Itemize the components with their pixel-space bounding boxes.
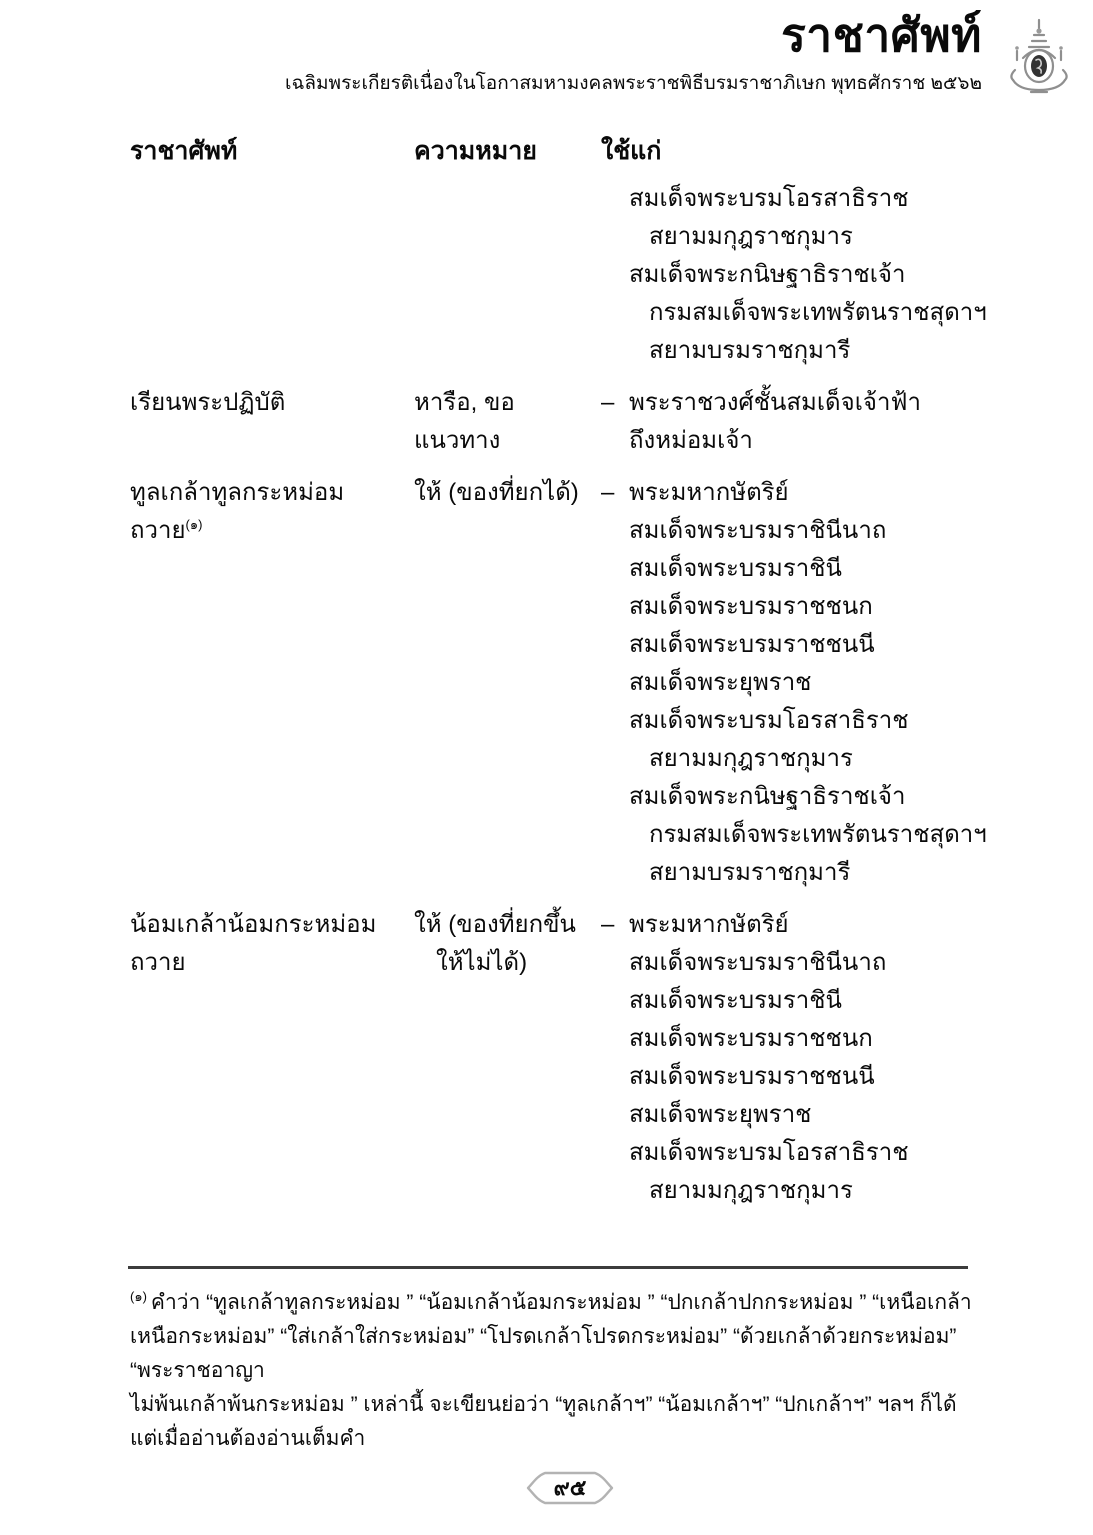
used-for-line bbox=[601, 1020, 992, 1058]
footnote bbox=[130, 1280, 982, 1456]
footnote-text: คำว่า “ทูลเกล้าทูลกระหม่อม ” “น้อมเกล้าน้อมกระหม่อม ” “ปกเกล้าปกกระหม่อม ” “เหนือเกล้า bbox=[150, 1291, 972, 1314]
page-number-badge bbox=[518, 1466, 622, 1510]
royal-coronation-emblem-icon bbox=[1003, 18, 1075, 100]
used-for-line bbox=[601, 384, 992, 422]
used-for-line bbox=[601, 1096, 992, 1134]
used-for-text: พระมหากษัตริย์ bbox=[629, 479, 789, 506]
footnote-ref: (๑) bbox=[185, 517, 203, 532]
page-number: ๙๕ bbox=[553, 1474, 587, 1500]
term-text: น้อมเกล้าน้อมกระหม่อมถวาย bbox=[130, 911, 377, 976]
used-for-text: สมเด็จพระบรมราชชนนี bbox=[629, 1063, 875, 1090]
used-for-line bbox=[601, 944, 992, 982]
used-for-line bbox=[601, 1134, 992, 1172]
meaning-line: ให้ (ของที่ยกได้) bbox=[414, 479, 579, 506]
table-row bbox=[130, 384, 992, 460]
used-for-text: สยามมกุฎราชกุมาร bbox=[649, 223, 853, 250]
used-for-line bbox=[601, 816, 992, 854]
used-for-cell bbox=[601, 474, 992, 892]
used-for-line bbox=[601, 180, 992, 218]
used-for-text: สมเด็จพระบรมโอรสาธิราช bbox=[629, 185, 909, 212]
used-for-cell bbox=[601, 180, 992, 370]
used-for-line bbox=[601, 332, 992, 370]
table-row bbox=[130, 180, 992, 370]
meaning-cell bbox=[414, 384, 601, 460]
footnote-marker: (๑) bbox=[130, 1289, 147, 1304]
meaning-cell bbox=[414, 906, 601, 982]
used-for-text: สมเด็จพระบรมโอรสาธิราช bbox=[629, 1139, 909, 1166]
term-text: เรียนพระปฏิบัติ bbox=[130, 389, 286, 416]
used-for-line bbox=[601, 854, 992, 892]
used-for-line bbox=[601, 982, 992, 1020]
used-for-text: สมเด็จพระบรมราชชนก bbox=[629, 1025, 873, 1052]
used-for-line bbox=[601, 664, 992, 702]
used-for-text: พระราชวงศ์ชั้นสมเด็จเจ้าฟ้า bbox=[629, 389, 921, 416]
used-for-text: สมเด็จพระกนิษฐาธิราชเจ้า bbox=[629, 783, 906, 810]
used-for-line bbox=[601, 294, 992, 332]
meaning-line: ให้ไม่ได้) bbox=[436, 949, 528, 976]
footnote-line: เหนือกระหม่อม” “ใส่เกล้าใส่กระหม่อม” “โปรดเกล้าโปรดกระหม่อม” “ด้วยเกล้าด้วยกระหม่อม” “พระราชอาญา bbox=[130, 1325, 957, 1382]
table-row bbox=[130, 474, 992, 892]
used-for-text: สมเด็จพระยุพราช bbox=[629, 669, 812, 696]
table-row bbox=[130, 906, 992, 1210]
table-rows bbox=[130, 180, 992, 1224]
term-cell bbox=[130, 906, 414, 982]
page-title: ราชาศัพท์ bbox=[781, 9, 982, 61]
dash-mark: – bbox=[601, 389, 615, 416]
used-for-text: กรมสมเด็จพระเทพรัตนราชสุดาฯ bbox=[649, 821, 987, 848]
dash-mark: – bbox=[601, 479, 615, 506]
column-header-used-for: ใช้แก่ bbox=[601, 137, 662, 165]
used-for-line bbox=[601, 422, 992, 460]
used-for-line bbox=[601, 1172, 992, 1210]
used-for-cell bbox=[601, 384, 992, 460]
column-header-meaning: ความหมาย bbox=[414, 137, 537, 165]
footnote-line bbox=[130, 1280, 982, 1320]
meaning-cell bbox=[414, 474, 601, 512]
meaning-line: หารือ, ขอแนวทาง bbox=[414, 389, 515, 454]
used-for-text: สมเด็จพระบรมราชินีนาถ bbox=[629, 517, 887, 544]
used-for-cell bbox=[601, 906, 992, 1210]
used-for-line bbox=[601, 702, 992, 740]
used-for-line bbox=[601, 256, 992, 294]
used-for-text: สมเด็จพระบรมราชินี bbox=[629, 555, 842, 582]
used-for-line bbox=[601, 512, 992, 550]
page-subtitle: เฉลิมพระเกียรติเนื่องในโอกาสมหามงคลพระราชพิธีบรมราชาภิเษก พุทธศักราช ๒๕๖๒ bbox=[284, 73, 982, 94]
used-for-line bbox=[601, 588, 992, 626]
dash-mark: – bbox=[601, 911, 615, 938]
used-for-line bbox=[601, 906, 992, 944]
footnote-line: แต่เมื่ออ่านต้องอ่านเต็มคำ bbox=[130, 1427, 366, 1450]
used-for-line bbox=[601, 550, 992, 588]
used-for-text: สมเด็จพระบรมโอรสาธิราช bbox=[629, 707, 909, 734]
footnote-divider bbox=[128, 1266, 968, 1269]
used-for-line bbox=[601, 626, 992, 664]
term-cell bbox=[130, 384, 414, 422]
used-for-line bbox=[601, 778, 992, 816]
used-for-text: สยามบรมราชกุมารี bbox=[649, 859, 851, 886]
used-for-text: ถึงหม่อมเจ้า bbox=[629, 427, 753, 454]
used-for-text: สยามมกุฎราชกุมาร bbox=[649, 745, 853, 772]
used-for-text: พระมหากษัตริย์ bbox=[629, 911, 789, 938]
footnote-line: ไม่พ้นเกล้าพ้นกระหม่อม ” เหล่านี้ จะเขียนย่อว่า “ทูลเกล้าฯ” “น้อมเกล้าฯ” “ปกเกล้าฯ” ฯลฯ ก็ได้ bbox=[130, 1393, 957, 1416]
used-for-text: สมเด็จพระบรมราชชนก bbox=[629, 593, 873, 620]
used-for-text: สมเด็จพระบรมราชินีนาถ bbox=[629, 949, 887, 976]
used-for-text: สยามบรมราชกุมารี bbox=[649, 337, 851, 364]
meaning-line: ให้ (ของที่ยกขึ้น bbox=[414, 911, 576, 938]
used-for-text: สยามมกุฎราชกุมาร bbox=[649, 1177, 853, 1204]
used-for-text: กรมสมเด็จพระเทพรัตนราชสุดาฯ bbox=[649, 299, 987, 326]
used-for-line bbox=[601, 740, 992, 778]
used-for-text: สมเด็จพระยุพราช bbox=[629, 1101, 812, 1128]
used-for-line bbox=[601, 1058, 992, 1096]
term-text: ทูลเกล้าทูลกระหม่อมถวาย bbox=[130, 479, 345, 544]
used-for-text: สมเด็จพระบรมราชชนนี bbox=[629, 631, 875, 658]
table-column-headers bbox=[130, 131, 992, 171]
column-header-term: ราชาศัพท์ bbox=[130, 137, 238, 165]
used-for-line bbox=[601, 218, 992, 256]
used-for-text: สมเด็จพระกนิษฐาธิราชเจ้า bbox=[629, 261, 906, 288]
used-for-line bbox=[601, 474, 992, 512]
term-cell bbox=[130, 474, 414, 550]
used-for-text: สมเด็จพระบรมราชินี bbox=[629, 987, 842, 1014]
